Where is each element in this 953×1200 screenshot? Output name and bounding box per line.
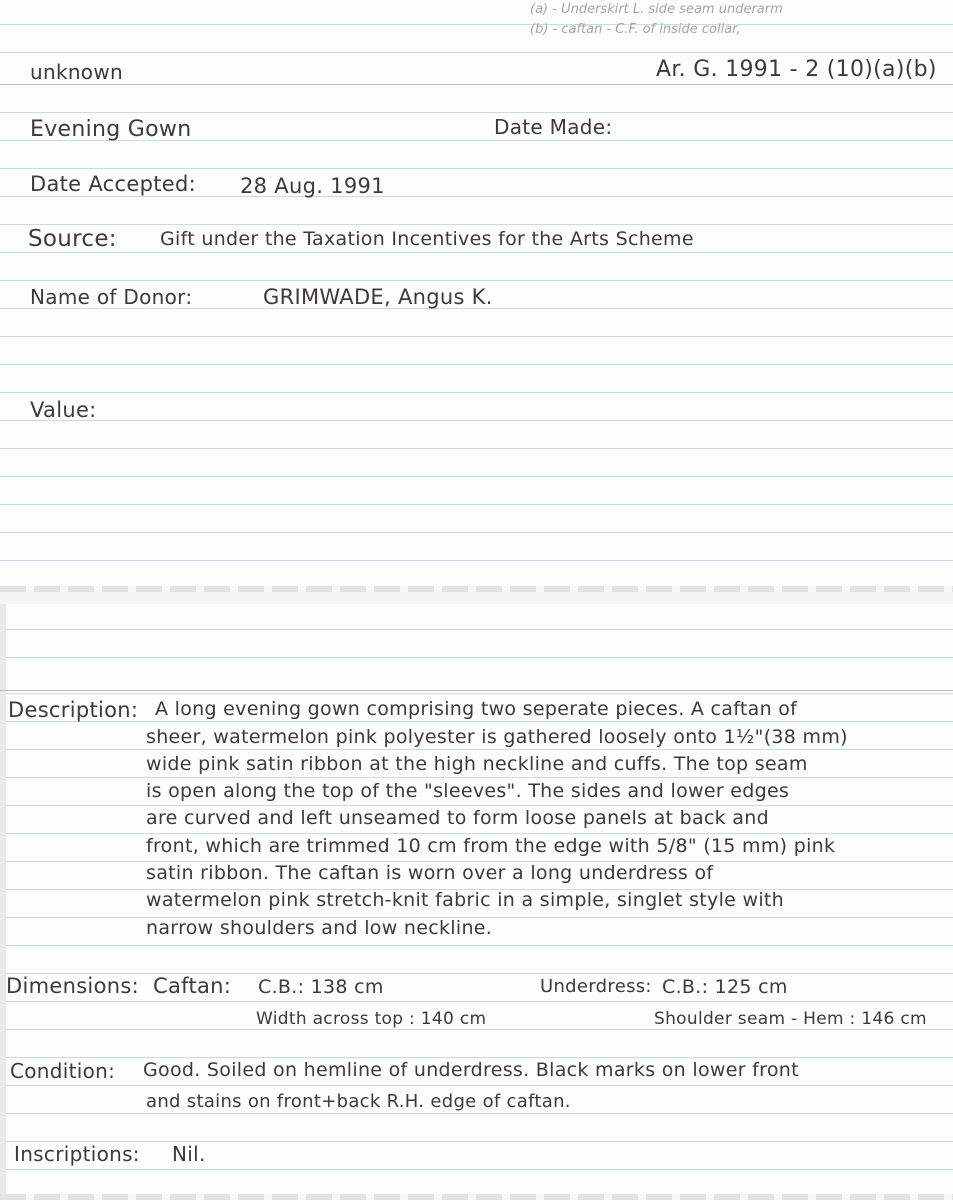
description-line: is open along the top of the "sleeves". The sides and lower edges <box>146 780 790 802</box>
donor-value: GRIMWADE, Angus K. <box>263 285 493 309</box>
description-line: wide pink satin ribbon at the high neckline and cuffs. The top seam <box>146 753 808 775</box>
red-header-rule <box>0 84 953 85</box>
maker-field: unknown <box>30 60 123 84</box>
description-line: watermelon pink stretch-knit fabric in a simple, singlet style with <box>146 889 784 911</box>
underdress-cb: C.B.: 125 cm <box>662 976 788 998</box>
description-line: sheer, watermelon pink polyester is gathered loosely onto 1½"(38 mm) <box>146 726 848 748</box>
source-label: Source: <box>28 226 117 252</box>
location-note-a: (a) - Underskirt L. side seam underarm <box>530 2 783 17</box>
description-line: are curved and left unseamed to form loose panels at back and <box>146 807 769 829</box>
description-label: Description: <box>8 698 139 722</box>
card-left-margin <box>0 604 6 1200</box>
date-made-label: Date Made: <box>494 115 613 139</box>
caftan-label: Caftan: <box>153 974 232 998</box>
location-note-b: (b) - caftan - C.F. of inside collar, <box>530 22 741 37</box>
description-line: A long evening gown comprising two seperate pieces. A caftan of <box>155 698 798 720</box>
value-label: Value: <box>30 398 97 422</box>
condition-line: and stains on front+back R.H. edge of caftan. <box>146 1091 571 1112</box>
dimensions-label: Dimensions: <box>6 974 139 998</box>
caftan-cb: C.B.: 138 cm <box>258 976 384 998</box>
description-line: satin ribbon. The caftan is worn over a long underdress of <box>146 862 714 884</box>
caftan-width: Width across top : 140 cm <box>256 1009 487 1029</box>
donor-label: Name of Donor: <box>30 285 193 309</box>
inscriptions-label: Inscriptions: <box>14 1142 140 1166</box>
description-line: narrow shoulders and low neckline. <box>146 917 493 939</box>
underdress-label: Underdress: <box>540 976 652 997</box>
source-value: Gift under the Taxation Incentives for the Arts Scheme <box>160 228 694 250</box>
card-edge <box>0 1194 953 1200</box>
catalogue-card-back <box>0 604 953 1200</box>
accession-number: Ar. G. 1991 - 2 (10)(a)(b) <box>656 57 937 82</box>
underdress-shoulder: Shoulder seam - Hem : 146 cm <box>654 1009 927 1029</box>
condition-label: Condition: <box>10 1059 116 1083</box>
catalogue-card-front <box>0 0 953 592</box>
inscriptions-value: Nil. <box>172 1142 206 1166</box>
red-header-rule <box>0 690 953 691</box>
date-accepted-value: 28 Aug. 1991 <box>240 174 385 198</box>
object-name: Evening Gown <box>30 117 192 142</box>
description-line: front, which are trimmed 10 cm from the edge with 5/8" (15 mm) pink <box>146 835 836 857</box>
date-accepted-label: Date Accepted: <box>30 172 196 196</box>
condition-line: Good. Soiled on hemline of underdress. Black marks on lower front <box>143 1059 799 1081</box>
card-edge <box>0 586 953 592</box>
